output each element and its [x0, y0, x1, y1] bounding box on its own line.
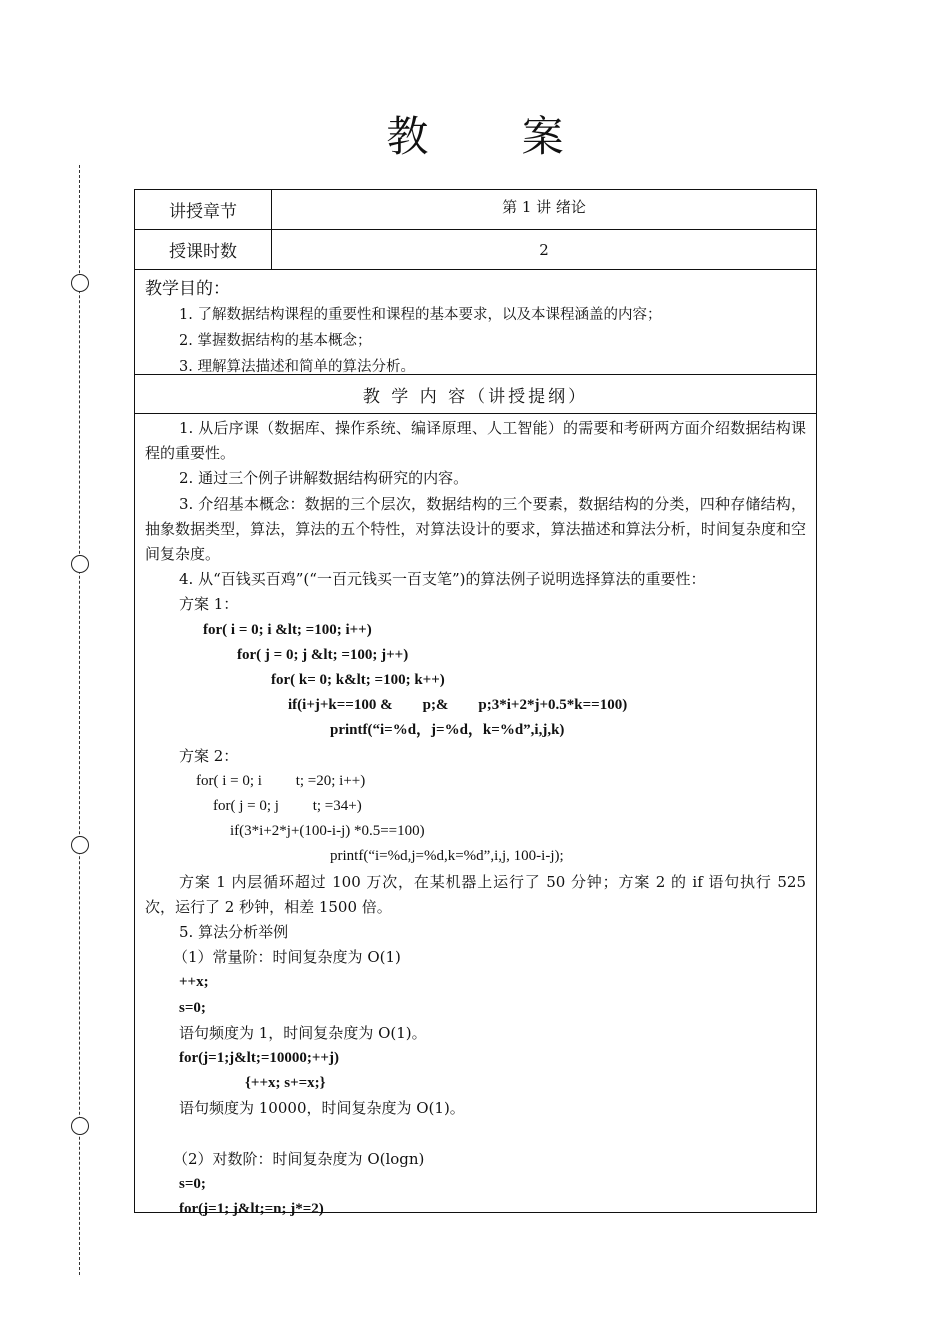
paragraph: 2. 通过三个例子讲解数据结构研究的内容。 [179, 469, 469, 488]
hours-label: 授课时数 [135, 230, 272, 269]
code-line: ++x; [179, 974, 209, 991]
code-line: for(j=1; j&lt;=n; j*=2) [179, 1201, 324, 1218]
subheading: （2）对数阶：时间复杂度为 O(logn) [173, 1149, 425, 1168]
blank-line [145, 1122, 806, 1147]
goal-item: 2. 掌握数据结构的基本概念； [179, 333, 372, 349]
code-line: if(3*i+2*j+(100-i-j) *0.5==100) [230, 823, 425, 840]
code-line: for( j = 0; j t; =34+) [213, 798, 362, 815]
code-line: for( k= 0; k&lt; =100; k++) [271, 672, 445, 689]
paragraph: 1. 从后序课（数据库、操作系统、编译原理、人工智能）的需要和考研两方面介绍数据结构课程的重要性。 [145, 419, 806, 463]
plan2-label: 方案 2： [179, 746, 239, 765]
goals-section [135, 270, 816, 375]
code-line: if(i+j+k==100 & p;& p;3*i+2*j+0.5*k==100) [288, 697, 628, 714]
goal-item: 3. 理解算法描述和简单的算法分析。 [179, 359, 415, 375]
chapter-value: 第 1 讲 绪论 [502, 198, 586, 216]
hours-row [135, 230, 816, 270]
binding-hole [71, 274, 89, 292]
note: 语句频度为 10000，时间复杂度为 O(1)。 [179, 1099, 465, 1118]
binding-hole [71, 1117, 89, 1135]
comparison-paragraph: 方案 1 内层循环超过 100 万次，在某机器上运行了 50 分钟；方案 2 的 if 语句执行 525 次，运行了 2 秒钟，相差 1500 倍。 [145, 872, 806, 916]
plan1-label: 方案 1： [179, 595, 239, 614]
goal-item: 1. 了解数据结构课程的重要性和课程的基本要求，以及本课程涵盖的内容； [179, 307, 662, 323]
content-heading-row [135, 375, 816, 414]
chapter-row [135, 190, 816, 230]
goals-heading: 教学目的： [145, 279, 230, 299]
code-line: for( i = 0; i t; =20; i++) [196, 772, 366, 789]
code-line: s=0; [179, 999, 206, 1016]
content-heading: 教 学 内 容（讲授提纲） [362, 386, 589, 407]
paragraph: 3. 介绍基本概念：数据的三个层次，数据结构的三个要素，数据结构的分类，四种存储结构，抽象数据类型，算法，算法的五个特性，对算法设计的要求，算法描述和算法分析，时间复杂度和空间复杂度。 [145, 494, 806, 564]
note: 语句频度为 1，时间复杂度为 O(1)。 [179, 1023, 427, 1042]
chapter-label: 讲授章节 [135, 190, 272, 229]
code-line: printf(“i=%d,j=%d,k=%d”,i,j, 100-i-j); [330, 848, 564, 865]
paragraph: 4. 从“百钱买百鸡”(“一百元钱买一百支笔”)的算法例子说明选择算法的重要性： [179, 570, 706, 589]
content-body [135, 414, 816, 1218]
paragraph: 5. 算法分析举例 [179, 923, 289, 942]
code-line: for( i = 0; i &lt; =100; i++) [203, 621, 372, 638]
code-line: for( j = 0; j &lt; =100; j++) [237, 646, 409, 663]
code-line: printf(“i=%d，j=%d，k=%d”,i,j,k) [330, 722, 565, 739]
code-line: for(j=1;j&lt;=10000;++j) [179, 1050, 339, 1067]
binding-hole [71, 555, 89, 573]
page-title: 教 案 [386, 112, 604, 161]
code-line: {++x; s+=x;} [245, 1075, 326, 1092]
lesson-plan-table [134, 189, 817, 1218]
binding-hole [71, 836, 89, 854]
hours-value: 2 [539, 240, 549, 259]
code-line: s=0; [179, 1176, 206, 1193]
subheading: （1）常量阶：时间复杂度为 O(1) [173, 948, 401, 967]
binding-line [79, 165, 80, 1275]
